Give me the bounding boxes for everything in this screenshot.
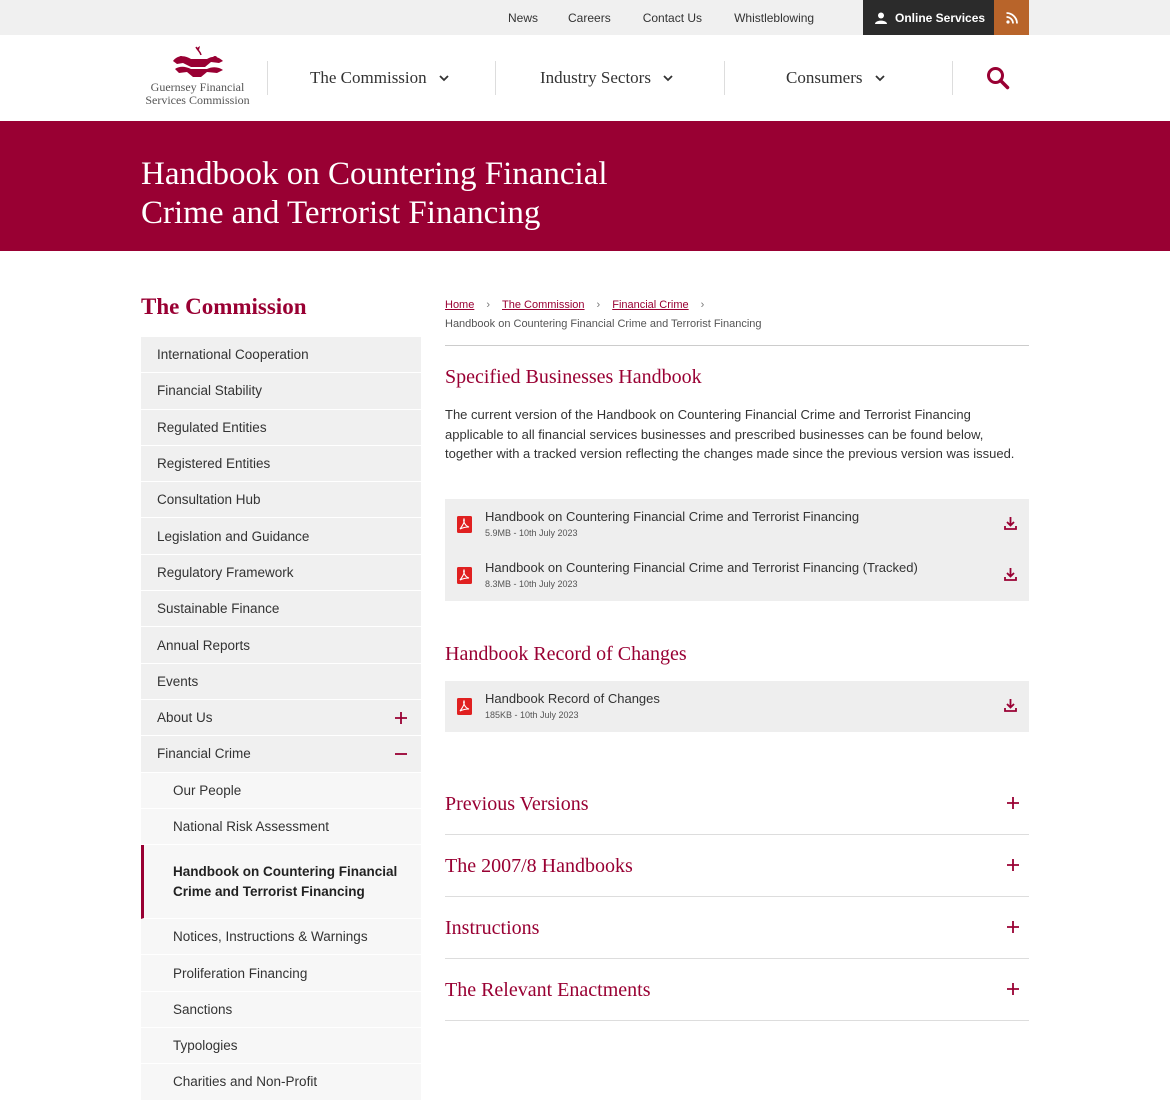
sidebar-subitem-typologies[interactable]: Typologies bbox=[141, 1028, 421, 1064]
sidebar-subitem-handbook-active[interactable]: Handbook on Countering Financial Crime and Terrorist Financing bbox=[141, 845, 421, 919]
accordion-2007-8-handbooks[interactable] bbox=[445, 835, 1029, 897]
sidebar-item-consultation-hub[interactable]: Consultation Hub bbox=[141, 482, 421, 518]
sidebar-subitem-charities[interactable]: Charities and Non-Profit bbox=[141, 1064, 421, 1100]
sidebar-item-regulated-entities[interactable]: Regulated Entities bbox=[141, 410, 421, 446]
sidebar-subitem-our-people[interactable]: Our People bbox=[141, 773, 421, 809]
gfsc-logo[interactable] bbox=[140, 45, 255, 113]
document-download[interactable] bbox=[445, 550, 1029, 601]
nav-label: The Commission bbox=[310, 68, 427, 87]
nav-divider bbox=[724, 61, 725, 95]
accordion-label: Previous Versions bbox=[445, 793, 589, 815]
sidebar-item-international-cooperation[interactable]: International Cooperation bbox=[141, 337, 421, 373]
breadcrumb-divider bbox=[445, 345, 1029, 346]
pdf-icon bbox=[457, 698, 472, 715]
plus-icon[interactable] bbox=[395, 712, 407, 724]
sidebar-item-regulatory-framework[interactable]: Regulatory Framework bbox=[141, 555, 421, 591]
whistleblowing-link[interactable]: Whistleblowing bbox=[734, 10, 815, 25]
document-meta: 185KB - 10th July 2023 bbox=[485, 710, 579, 720]
chevron-down-icon bbox=[663, 75, 673, 82]
breadcrumb-home[interactable]: Home bbox=[445, 299, 475, 311]
sidebar-subitem-proliferation-financing[interactable]: Proliferation Financing bbox=[141, 955, 421, 991]
sidebar-item-registered-entities[interactable]: Registered Entities bbox=[141, 446, 421, 482]
page-title bbox=[141, 155, 701, 233]
plus-icon[interactable] bbox=[1007, 983, 1019, 995]
sidebar-item-label: Financial Crime bbox=[157, 746, 251, 762]
search-icon[interactable] bbox=[986, 66, 1010, 90]
breadcrumb-financial-crime[interactable]: Financial Crime bbox=[612, 299, 689, 311]
plus-icon[interactable] bbox=[1007, 797, 1019, 809]
breadcrumb-the-commission[interactable]: The Commission bbox=[502, 299, 585, 311]
nav-the-commission[interactable] bbox=[310, 35, 449, 121]
breadcrumb bbox=[445, 296, 1029, 330]
document-meta: 8.3MB - 10th July 2023 bbox=[485, 579, 578, 589]
minus-icon[interactable] bbox=[395, 748, 407, 760]
pdf-icon bbox=[457, 516, 472, 533]
rss-button[interactable] bbox=[994, 0, 1029, 35]
accordion-label: The 2007/8 Handbooks bbox=[445, 855, 633, 877]
accordion-label: Instructions bbox=[445, 917, 540, 939]
page-title-line-2: Crime and Terrorist Financing bbox=[141, 195, 541, 231]
breadcrumb-separator-icon: › bbox=[700, 299, 705, 311]
online-services-button[interactable] bbox=[863, 0, 994, 35]
nav-divider bbox=[952, 61, 953, 95]
sidebar-item-financial-crime[interactable] bbox=[141, 736, 421, 772]
sidebar-title: The Commission bbox=[141, 294, 307, 319]
careers-link[interactable]: Careers bbox=[568, 10, 611, 25]
sidebar-item-sustainable-finance[interactable]: Sustainable Finance bbox=[141, 591, 421, 627]
specified-heading: Specified Businesses Handbook bbox=[445, 366, 702, 388]
document-title: Handbook on Countering Financial Crime and Terrorist Financing (Tracked) bbox=[485, 560, 918, 575]
document-download[interactable] bbox=[445, 681, 1029, 732]
pdf-icon bbox=[457, 567, 472, 584]
sidebar-item-about-us[interactable] bbox=[141, 700, 421, 736]
breadcrumb-separator-icon: › bbox=[486, 299, 491, 311]
sidebar-item-label: About Us bbox=[157, 710, 213, 726]
nav-consumers[interactable] bbox=[786, 35, 885, 121]
document-title: Handbook on Countering Financial Crime and Terrorist Financing bbox=[485, 509, 860, 524]
logo-line-1: Guernsey Financial bbox=[150, 80, 245, 94]
chevron-down-icon bbox=[439, 75, 449, 82]
nav-label: Consumers bbox=[786, 68, 863, 87]
download-icon[interactable] bbox=[1004, 568, 1017, 581]
sidebar-nav bbox=[141, 337, 421, 1101]
utility-bar bbox=[0, 0, 1170, 35]
document-meta: 5.9MB - 10th July 2023 bbox=[485, 528, 578, 538]
news-link[interactable]: News bbox=[508, 10, 539, 25]
online-services-label: Online Services bbox=[895, 10, 986, 25]
sidebar-item-legislation-guidance[interactable]: Legislation and Guidance bbox=[141, 518, 421, 554]
download-icon[interactable] bbox=[1004, 517, 1017, 530]
specified-intro: The current version of the Handbook on Countering Financial Crime and Terrorist Financing applicable to all financial services businesses and prescribed businesses can be found below, together with a tracked version reflecting the changes made since the previous version was issued. bbox=[445, 407, 1015, 461]
record-heading: Handbook Record of Changes bbox=[445, 643, 687, 665]
sidebar-item-annual-reports[interactable]: Annual Reports bbox=[141, 627, 421, 663]
rss-icon bbox=[1006, 12, 1018, 24]
contact-us-link[interactable]: Contact Us bbox=[642, 10, 703, 25]
chevron-down-icon bbox=[875, 75, 885, 82]
accordion-relevant-enactments[interactable] bbox=[445, 959, 1029, 1021]
nav-industry-sectors[interactable] bbox=[540, 35, 673, 121]
document-title: Handbook Record of Changes bbox=[485, 691, 660, 706]
page-title-line-1: Handbook on Countering Financial bbox=[141, 156, 608, 192]
utility-links bbox=[508, 0, 846, 35]
nav-divider bbox=[495, 61, 496, 95]
document-download[interactable] bbox=[445, 499, 1029, 550]
plus-icon[interactable] bbox=[1007, 921, 1019, 933]
nav-label: Industry Sectors bbox=[540, 68, 651, 87]
page-banner bbox=[0, 121, 1170, 251]
nav-divider bbox=[267, 61, 268, 95]
plus-icon[interactable] bbox=[1007, 859, 1019, 871]
accordion-previous-versions[interactable] bbox=[445, 773, 1029, 835]
download-icon[interactable] bbox=[1004, 699, 1017, 712]
sidebar-subitem-national-risk-assessment[interactable]: National Risk Assessment bbox=[141, 809, 421, 845]
user-icon bbox=[875, 12, 887, 24]
sidebar-item-financial-stability[interactable]: Financial Stability bbox=[141, 373, 421, 409]
breadcrumb-current: Handbook on Countering Financial Crime and Terrorist Financing bbox=[445, 318, 762, 330]
lions-crest-icon bbox=[167, 45, 229, 81]
breadcrumb-separator-icon: › bbox=[596, 299, 601, 311]
sidebar-item-events[interactable]: Events bbox=[141, 664, 421, 700]
sidebar-subitem-sanctions[interactable]: Sanctions bbox=[141, 992, 421, 1028]
accordion-instructions[interactable] bbox=[445, 897, 1029, 959]
accordion-label: The Relevant Enactments bbox=[445, 979, 651, 1001]
logo-line-2: Services Commission bbox=[145, 93, 250, 107]
sidebar-subitem-notices[interactable]: Notices, Instructions & Warnings bbox=[141, 919, 421, 955]
